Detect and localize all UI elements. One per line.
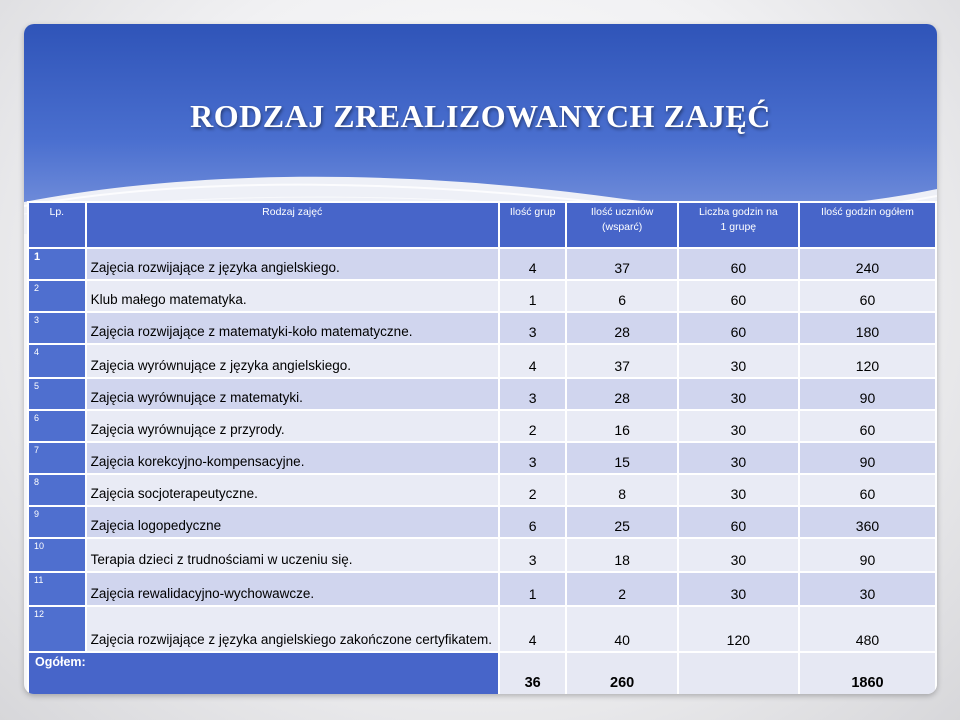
hours-per-group: 60: [678, 506, 799, 538]
row-number: [28, 538, 86, 572]
hours-per-group: 30: [678, 410, 799, 442]
table-row: [28, 378, 936, 410]
groups-count: 3: [499, 378, 567, 410]
hours-per-group: 120: [678, 606, 799, 652]
table-row: [28, 506, 936, 538]
total-hours: 30: [799, 572, 936, 606]
students-count: 6: [566, 280, 677, 312]
total-hours: 60: [799, 474, 936, 506]
slide: [24, 24, 937, 694]
column-header-lp: Lp.: [28, 202, 86, 248]
total-hours: 60: [799, 410, 936, 442]
table-row: [28, 474, 936, 506]
activity-name: Zajęcia wyrównujące z języka angielskiego.: [86, 344, 499, 378]
table-row: [28, 312, 936, 344]
row-number: [28, 506, 86, 538]
groups-count: 3: [499, 538, 567, 572]
table-header-row: [28, 202, 936, 248]
activity-name: Zajęcia socjoterapeutyczne.: [86, 474, 499, 506]
activity-name: Zajęcia logopedyczne: [86, 506, 499, 538]
column-header-students: [566, 202, 677, 248]
total-hours: 360: [799, 506, 936, 538]
table-row: [28, 442, 936, 474]
table-row: [28, 280, 936, 312]
row-number: [28, 410, 86, 442]
row-number: [28, 312, 86, 344]
students-count: 18: [566, 538, 677, 572]
total-hours: 60: [799, 280, 936, 312]
activity-name: Zajęcia korekcyjno-kompensacyjne.: [86, 442, 499, 474]
groups-count: 2: [499, 410, 567, 442]
activity-name: Zajęcia rewalidacyjno-wychowawcze.: [86, 572, 499, 606]
groups-count: 4: [499, 344, 567, 378]
hours-per-group: 60: [678, 280, 799, 312]
students-count: 37: [566, 248, 677, 280]
table-row: [28, 344, 936, 378]
row-number-label: 8: [34, 477, 40, 487]
column-header-total-hours: Ilość godzin ogółem: [799, 202, 936, 248]
column-header-groups: Ilość grup: [499, 202, 567, 248]
table-row: [28, 410, 936, 442]
groups-count: 1: [499, 280, 567, 312]
table-total-row: [28, 652, 936, 694]
groups-count: 3: [499, 312, 567, 344]
table-row: [28, 572, 936, 606]
students-count: 2: [566, 572, 677, 606]
students-count: 37: [566, 344, 677, 378]
students-count: 40: [566, 606, 677, 652]
total-hours: 90: [799, 538, 936, 572]
total-hours-per-group: [678, 652, 799, 694]
hours-per-group: 30: [678, 538, 799, 572]
row-number-label: 3: [34, 315, 40, 325]
row-number: [28, 474, 86, 506]
hours-per-group: 60: [678, 248, 799, 280]
column-header-students-line1: Ilość uczniów: [590, 206, 654, 218]
row-number-label: 7: [34, 445, 40, 455]
total-hours: 480: [799, 606, 936, 652]
column-header-name: Rodzaj zajęć: [86, 202, 499, 248]
activity-name: Zajęcia rozwijające z języka angielskiego.: [86, 248, 499, 280]
hours-per-group: 30: [678, 378, 799, 410]
students-count: 16: [566, 410, 677, 442]
row-number: [28, 378, 86, 410]
row-number: [28, 442, 86, 474]
row-number-label: 10: [34, 541, 45, 551]
groups-count: 1: [499, 572, 567, 606]
column-header-hours-line1: Liczba godzin na: [698, 206, 778, 218]
row-number-label: 6: [34, 413, 40, 423]
row-number-label: 2: [34, 283, 40, 293]
students-count: 8: [566, 474, 677, 506]
groups-count: 6: [499, 506, 567, 538]
hours-per-group: 30: [678, 572, 799, 606]
activity-name: Zajęcia wyrównujące z przyrody.: [86, 410, 499, 442]
row-number: [28, 280, 86, 312]
row-number-label: 11: [34, 575, 44, 585]
hours-per-group: 30: [678, 474, 799, 506]
table-row: [28, 248, 936, 280]
total-hours: 90: [799, 378, 936, 410]
total-hours: 180: [799, 312, 936, 344]
column-header-hours-line2: 1 grupę: [720, 221, 757, 233]
row-number: [28, 248, 86, 280]
activities-table: [27, 201, 937, 694]
students-count: 28: [566, 312, 677, 344]
total-hours: 90: [799, 442, 936, 474]
students-count: 15: [566, 442, 677, 474]
row-number: [28, 344, 86, 378]
total-label: Ogółem:: [28, 652, 499, 694]
page-title: RODZAJ ZREALIZOWANYCH ZAJĘĆ: [190, 98, 771, 134]
groups-count: 4: [499, 248, 567, 280]
total-hours: 120: [799, 344, 936, 378]
column-header-hours-per-group: [678, 202, 799, 248]
total-students: 260: [566, 652, 677, 694]
row-number-label: 9: [34, 509, 40, 519]
activity-name: Zajęcia rozwijające z języka angielskiego zakończone certyfikatem.: [86, 606, 499, 652]
total-hours: 1860: [799, 652, 936, 694]
activity-name: Zajęcia rozwijające z matematyki-koło matematyczne.: [86, 312, 499, 344]
students-count: 25: [566, 506, 677, 538]
groups-count: 4: [499, 606, 567, 652]
column-header-students-line2: (wsparć): [601, 221, 643, 233]
activity-name: Terapia dzieci z trudnościami w uczeniu się.: [86, 538, 499, 572]
hours-per-group: 60: [678, 312, 799, 344]
total-groups: 36: [499, 652, 567, 694]
groups-count: 2: [499, 474, 567, 506]
students-count: 28: [566, 378, 677, 410]
total-hours: 240: [799, 248, 936, 280]
hours-per-group: 30: [678, 442, 799, 474]
row-number-label: 5: [34, 381, 40, 391]
row-number: [28, 572, 86, 606]
hours-per-group: 30: [678, 344, 799, 378]
groups-count: 3: [499, 442, 567, 474]
activity-name: Klub małego matematyka.: [86, 280, 499, 312]
row-number-label: 1: [34, 251, 41, 263]
table-row: [28, 606, 936, 652]
table-row: [28, 538, 936, 572]
row-number-label: 12: [34, 609, 45, 619]
row-number-label: 4: [34, 347, 40, 357]
row-number: [28, 606, 86, 652]
activity-name: Zajęcia wyrównujące z matematyki.: [86, 378, 499, 410]
